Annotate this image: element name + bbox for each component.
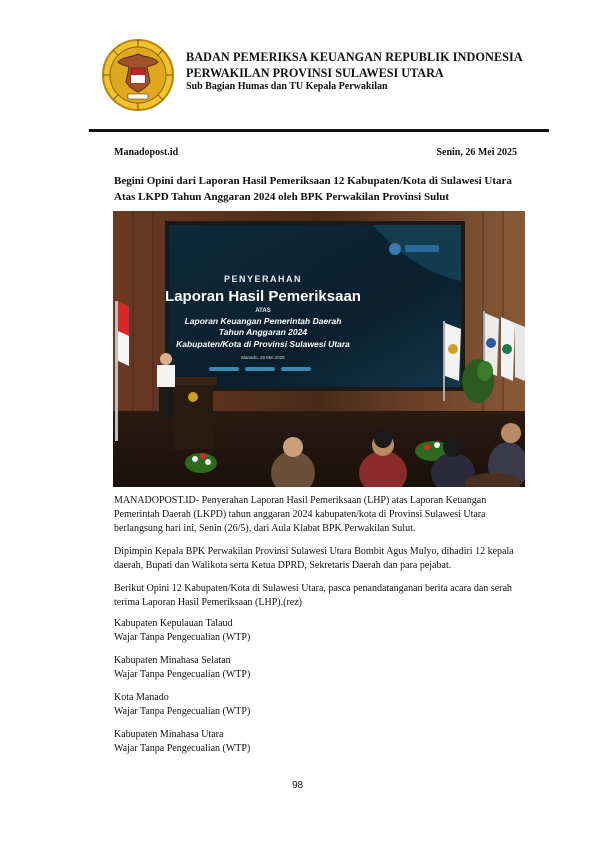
org-subunit: Sub Bagian Humas dan TU Kepala Perwakilan <box>186 81 388 92</box>
opinion-value: Wajar Tanpa Pengecualian (WTP) <box>114 669 251 680</box>
org-name-line1: BADAN PEMERIKSA KEUANGAN REPUBLIK INDONESIA <box>186 50 523 64</box>
screen-line2: Laporan Hasil Pemeriksaan <box>165 288 361 305</box>
opinion-region: Kabupaten Minahasa Utara <box>114 729 224 740</box>
screen-line6: Kabupaten/Kota di Provinsi Sulawesi Utara <box>176 339 350 349</box>
opinion-value: Wajar Tanpa Pengecualian (WTP) <box>114 632 251 643</box>
publish-date: Senin, 26 Mei 2025 <box>436 147 517 158</box>
screen-line7: Manado, 26 Mei 2025 <box>241 355 285 360</box>
opinion-region: Kabupaten Kepulauan Talaud <box>114 618 233 629</box>
article-paragraph: Dipimpin Kepala BPK Perwakilan Provinsi Sulawesi Utara Bombit Agus Mulyo, dihadiri 12 kepala daerah, Bupati dan Walikota serta Ketua DPRD, Sekretaris Daerah dan para pejabat. <box>114 546 514 571</box>
article-title: Begini Opini dari Laporan Hasil Pemeriksaan 12 Kabupaten/Kota di Sulawesi Utara Atas LKPD Tahun Anggaran 2024 oleh BPK Perwakilan Provinsi Sulut <box>114 175 512 203</box>
header-divider <box>89 129 549 132</box>
org-name-line2: PERWAKILAN PROVINSI SULAWESI UTARA <box>186 66 444 80</box>
screen-line3: ATAS <box>255 308 271 314</box>
screen-line1: PENYERAHAN <box>223 274 303 284</box>
screen-line4: Laporan Keuangan Pemerintah Daerah <box>184 316 342 326</box>
article-photo <box>113 211 525 487</box>
opinion-region: Kabupaten Minahasa Selatan <box>114 655 231 666</box>
screen-line5: Tahun Anggaran 2024 <box>218 327 308 337</box>
article-paragraph: Berikut Opini 12 Kabupaten/Kota di Sulawesi Utara, pasca penandatanganan berita acara dan serah terima Laporan Hasil Pemeriksaan (LHP).(rez) <box>114 583 512 608</box>
article-paragraph: MANADOPOST.ID- Penyerahan Laporan Hasil Pemeriksaan (LHP) atas Laporan Keuangan Pemerintah Daerah (LKPD) tahun anggaran 2024 kabupaten/kota di Provinsi Sulawesi Utara berlangsung hari ini, Senin (26/5), dari Aula Klabat BPK Perwakilan Sulut. <box>114 495 487 534</box>
opinion-region: Kota Manado <box>114 692 169 703</box>
news-source: Manadopost.id <box>114 147 179 158</box>
opinion-value: Wajar Tanpa Pengecualian (WTP) <box>114 743 251 754</box>
opinion-value: Wajar Tanpa Pengecualian (WTP) <box>114 706 251 717</box>
page-number: 98 <box>291 780 304 791</box>
bpk-emblem-logo <box>100 38 176 112</box>
